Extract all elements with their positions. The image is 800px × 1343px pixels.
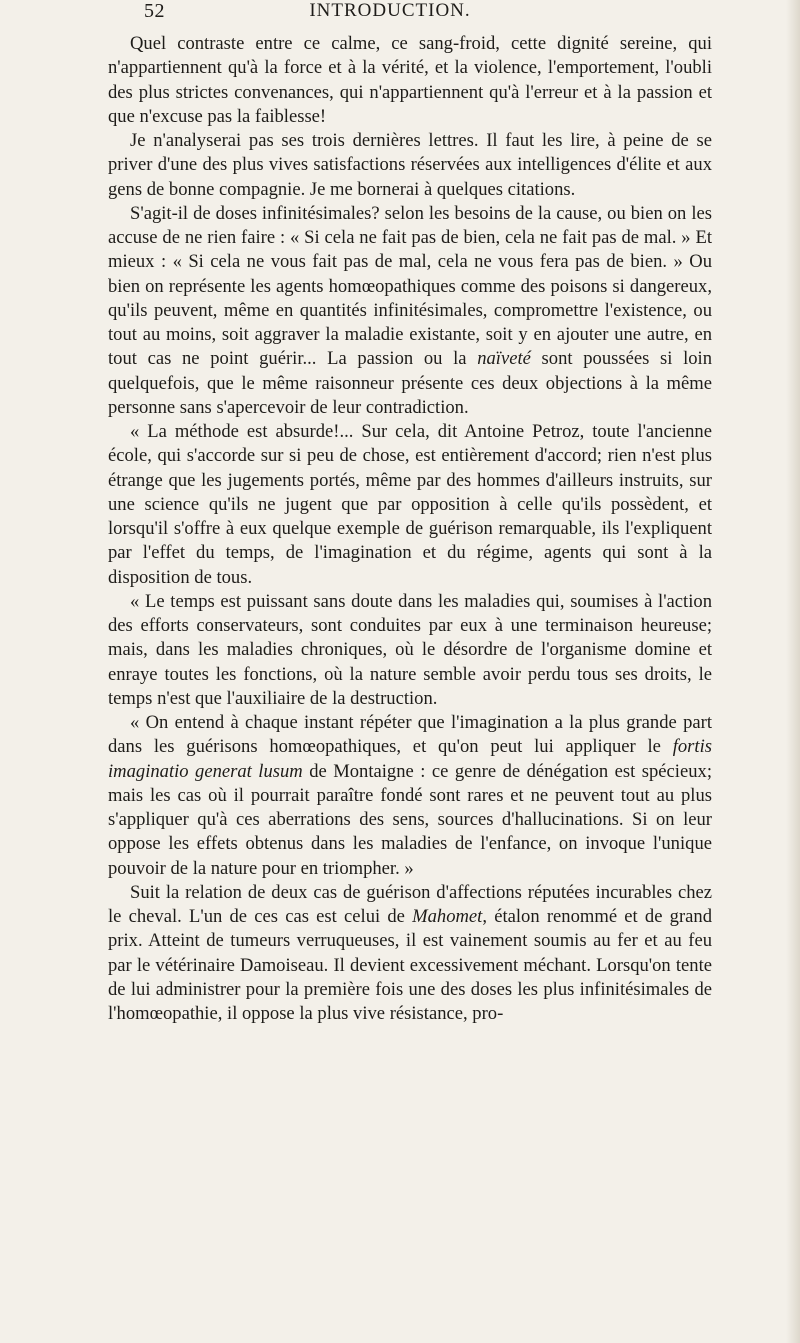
paragraph: [108, 420, 712, 590]
body-text: [108, 32, 712, 1026]
text-run: , étalon renommé et de grand prix. Atteint de tumeurs verruqueuses, il est vainement soumis au fer et au feu par le vétérinaire Damoiseau. Il devient excessivement méchant. Lorsqu'on tente de lui administrer pour la première fois une des doses les plus infinitésimales de l'homœopathie, il oppose la plus vive résistance, pro-: [108, 906, 712, 1024]
text-run: « Le temps est puissant sans doute dans les maladies qui, soumises à l'action des efforts conservateurs, sont conduites par eux à une terminaison heureuse; mais, dans les maladies chroniques, où le désordre de l'organisme domine et enraye toutes les fonctions, où la nature semble avoir perdu tous ses droits, le temps n'est que l'auxiliaire de la destruction.: [108, 590, 712, 709]
paragraph: [108, 129, 712, 202]
text-run: Je n'analyserai pas ses trois dernières lettres. Il faut les lire, à peine de se priver d'une des plus vives satisfactions réservées aux intelligences d'élite et aux gens de bonne compagnie. Je me bornerai à quelques citations.: [108, 130, 712, 200]
paragraph: [108, 590, 712, 711]
paragraph: [108, 202, 712, 420]
running-title: INTRODUCTION.: [309, 0, 471, 21]
text-run: Suit la relation de deux cas de guérison d'affections réputées incurables chez le cheval. L'un de ces cas est celui de: [108, 881, 712, 927]
paragraph: [108, 711, 712, 881]
text-run: « On entend à chaque instant répéter que l'imagination a la plus grande part dans les guérisons homœopathiques, et qu'on peut lui appliquer le: [108, 712, 712, 758]
paragraph: [108, 32, 712, 129]
text-run: S'agit-il de doses infinitésimales? selon les besoins de la cause, ou bien on les accuse de ne rien faire : « Si cela ne fait pas de bien, cela ne fait pas de mal. » Et mieux : « Si cela ne vous fait pas de mal, cela ne vous fera pas de bien. » Ou bien on représente les agents homœopathiques comme des poisons si dangereux, qu'ils peuvent, même en quantités infinitésimales, compromettre l'existence, ou tout au moins, soit aggraver la maladie existante, soit y en ajouter une autre, en tout cas ne point guérir... La passion ou la: [108, 202, 712, 370]
page-number: 52: [144, 0, 165, 22]
italic-text: naïveté: [477, 348, 531, 370]
italic-text: fortis imaginatio generat lusum: [108, 736, 712, 782]
text-run: « La méthode est absurde!... Sur cela, dit Antoine Petroz, toute l'ancienne école, qui s'accorde sur si peu de chose, est entièrement d'accord; rien n'est plus étrange que les jugements portés, même par des hommes d'ailleurs instruits, sur une science qu'ils ne jugent que par opposition à celle qu'ils possèdent, et lorsqu'il s'offre à eux quelque exemple de guérison remarquable, ils l'expliquent par l'effet du temps, de l'imagination et du régime, agents qui sont à la disposition de tous.: [108, 421, 712, 588]
text-run: Quel contraste entre ce calme, ce sang-froid, cette dignité sereine, qui n'appartiennent qu'à la force et à la vérité, et la violence, l'emportement, l'oubli des plus strictes convenances, qui n'appartiennent qu'à l'erreur et à la passion et que n'excuse pas la faiblesse!: [108, 33, 712, 127]
page-header: [110, 0, 670, 26]
text-run: sont poussées si loin quelquefois, que le même raisonneur présente ces deux objections à la même personne sans s'apercevoir de leur contradiction.: [108, 348, 712, 418]
paragraph: [108, 881, 712, 1027]
italic-text: Mahomet: [412, 906, 483, 927]
page-edge-shadow: [786, 0, 800, 1343]
text-run: de Montaigne : ce genre de dénégation est spécieux; mais les cas où il pourrait paraître fondé sont rares et ne peuvent tout au plus s'appliquer qu'à ces aberrations des sens, sources d'hallucinations. Si on leur oppose les effets obtenus dans les maladies de l'enfance, on invoque l'unique pouvoir de la nature pour en triompher. »: [108, 760, 712, 879]
